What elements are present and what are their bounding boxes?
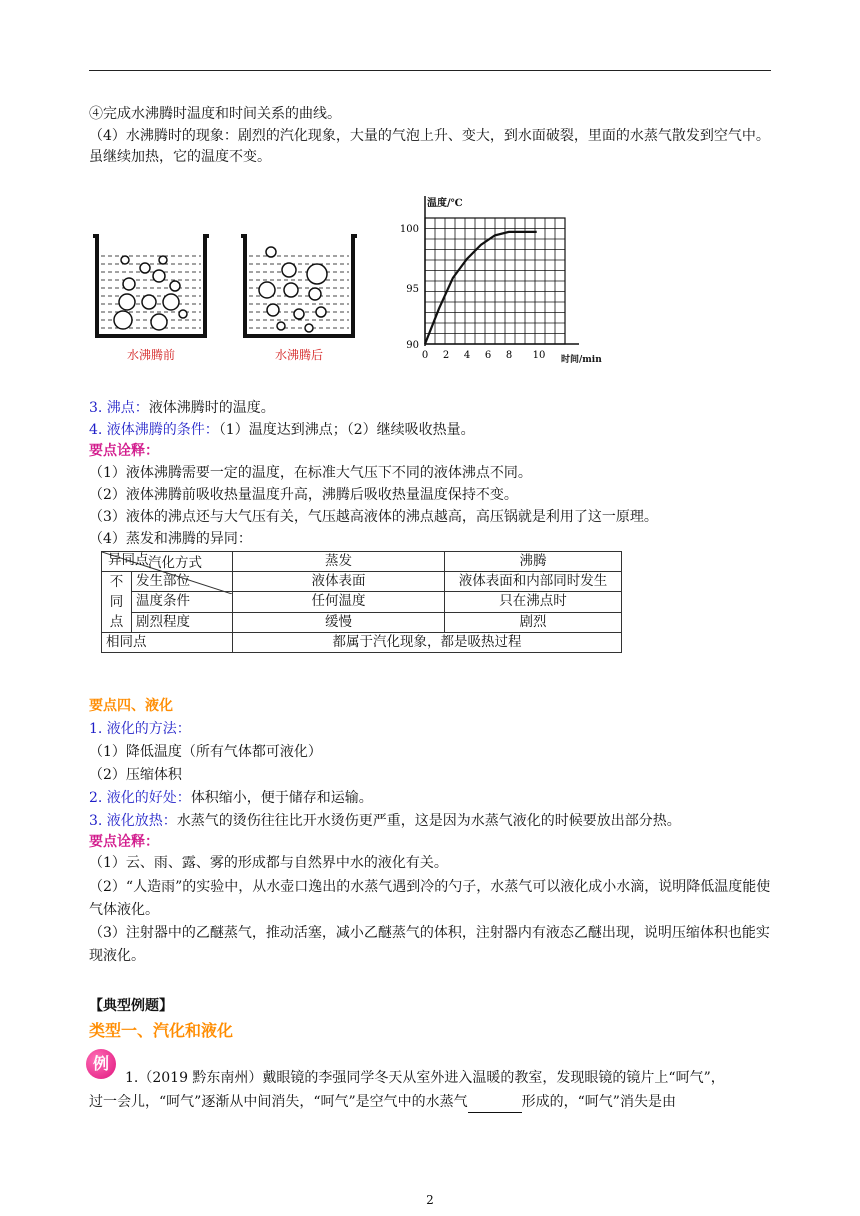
intro-line-2: （4）水沸腾时的现象：剧烈的汽化现象，大量的气泡上升、变大，到水面破裂，里面的水蒸气散发到空气中。虽继续加热，它的温度不变。 — [89, 128, 770, 165]
table-row-evap: 缓慢 — [233, 612, 445, 632]
temperature-graph — [400, 196, 602, 365]
header-rule — [89, 70, 771, 71]
question1-line2 — [89, 1092, 773, 1113]
intro-line-1: ④完成水沸腾时温度和时间关系的曲线。 — [89, 106, 341, 122]
graph-xlabel: 时间/min — [561, 355, 602, 365]
type1-heading: 类型一、汽化和液化 — [89, 1021, 234, 1040]
x-tick-10: 10 — [532, 350, 546, 361]
notes1-item-4: （4）蒸发和沸腾的异同： — [89, 531, 252, 547]
answer-blank[interactable] — [468, 1097, 522, 1113]
table-header-evap: 蒸发 — [233, 552, 445, 572]
question1-text-b: 形成的，“呵气”消失是由 — [521, 1094, 676, 1110]
notes2-heading: 要点诠释： — [89, 834, 159, 850]
boiling-condition-term: 4. 液体沸腾的条件： — [89, 422, 219, 438]
liquefaction-method-2: （2）压缩体积 — [89, 767, 182, 783]
evaporation-boiling-table — [101, 551, 622, 653]
table-corner-cell — [102, 552, 233, 572]
liquefaction-method-1: （1）降低温度（所有气体都可液化） — [89, 744, 322, 760]
beaker-before-label: 水沸腾前 — [126, 348, 176, 362]
table-header-boil: 沸腾 — [445, 552, 622, 572]
diff-char-3: 点 — [109, 614, 124, 630]
notes2-item-3: （3）注射器中的乙醚蒸气，推动活塞，减小乙醚蒸气的体积，注射器内有液态乙醚出现，说明压缩体积也能实现液化。 — [89, 925, 770, 964]
question1-text-a: 过一会儿，“呵气”逐渐从中间消失，“呵气”是空气中的水蒸气 — [89, 1094, 468, 1110]
notes1-item-2: （2）液体沸腾前吸收热量温度升高，沸腾后吸收热量温度保持不变。 — [89, 487, 518, 503]
beaker-after — [241, 236, 357, 362]
table-row-item: 发生部位 — [132, 572, 233, 592]
x-tick-8: 8 — [505, 350, 513, 361]
table-same-text: 都属于汽化现象，都是吸热过程 — [233, 633, 622, 653]
question1-line1: 1.（2019 黔东南州）戴眼镜的李强同学冬天从室外进入温暖的教室，发现眼镜的镜片上“呵气”， — [125, 1070, 725, 1086]
table-row-boil: 液体表面和内部同时发生 — [445, 572, 622, 592]
y-tick-90: 90 — [406, 340, 419, 351]
notes1-item-1: （1）液体沸腾需要一定的温度，在标准大气压下不同的液体沸点不同。 — [89, 465, 532, 481]
boiling-condition-line — [89, 420, 773, 441]
point4-heading: 要点四、液化 — [89, 698, 173, 714]
table-corner-top: 汽化方式 — [148, 555, 202, 571]
y-tick-100: 100 — [399, 224, 419, 235]
table-row-evap: 液体表面 — [233, 572, 445, 592]
x-tick-0: 0 — [421, 350, 429, 361]
liquefaction-method-title: 1. 液化的方法： — [89, 721, 191, 737]
notes2-item-1: （1）云、雨、露、雾的形成都与自然界中水的液化有关。 — [89, 855, 448, 871]
heat-text: 水蒸气的烫伤往往比开水烫伤更严重，这是因为水蒸气液化的时候要放出部分热。 — [176, 813, 681, 829]
table-same-label: 相同点 — [102, 633, 233, 653]
table-row-boil: 只在沸点时 — [445, 592, 622, 612]
boiling-point-term: 3. 沸点： — [89, 400, 149, 416]
liquefaction-benefit-line — [89, 788, 773, 809]
x-tick-6: 6 — [484, 350, 492, 361]
beaker-before — [93, 236, 209, 362]
notes1-heading: 要点诠释： — [89, 443, 159, 459]
table-row-boil: 剧烈 — [445, 612, 622, 632]
x-tick-4: 4 — [463, 350, 471, 361]
benefit-term: 2. 液化的好处： — [89, 790, 191, 806]
boiling-point-text: 液体沸腾时的温度。 — [148, 400, 275, 416]
liquefaction-heat-line — [89, 811, 773, 832]
heat-term: 3. 液化放热： — [89, 813, 177, 829]
diff-char-1: 不 — [109, 574, 124, 590]
page-number: 2 — [426, 1193, 434, 1207]
boiling-figure — [89, 186, 609, 370]
examples-heading: 【典型例题】 — [89, 998, 173, 1014]
example-badge: 例 — [86, 1049, 116, 1079]
table-row-evap: 任何温度 — [233, 592, 445, 612]
y-tick-95: 95 — [406, 284, 419, 295]
table-row-item: 温度条件 — [132, 592, 233, 612]
table-row-item: 剧烈程度 — [132, 612, 233, 632]
boiling-point-line — [89, 398, 773, 419]
diff-char-2: 同 — [109, 594, 124, 610]
beaker-after-label: 水沸腾后 — [274, 348, 324, 362]
notes2-item-2: （2）“人造雨”的实验中，从水壶口逸出的水蒸气遇到冷的勺子，水蒸气可以液化成小水滴，说明降低温度能使气体液化。 — [89, 879, 771, 918]
x-tick-2: 2 — [442, 350, 450, 361]
graph-ylabel: 温度/℃ — [427, 198, 463, 209]
boiling-condition-text: （1）温度达到沸点；（2）继续吸收热量。 — [218, 422, 475, 438]
table-corner-bottom: 异同点 — [108, 552, 149, 568]
notes1-item-3: （3）液体的沸点还与大气压有关，气压越高液体的沸点越高，高压锅就是利用了这一原理。 — [89, 509, 658, 525]
benefit-text: 体积缩小，便于储存和运输。 — [190, 790, 373, 806]
